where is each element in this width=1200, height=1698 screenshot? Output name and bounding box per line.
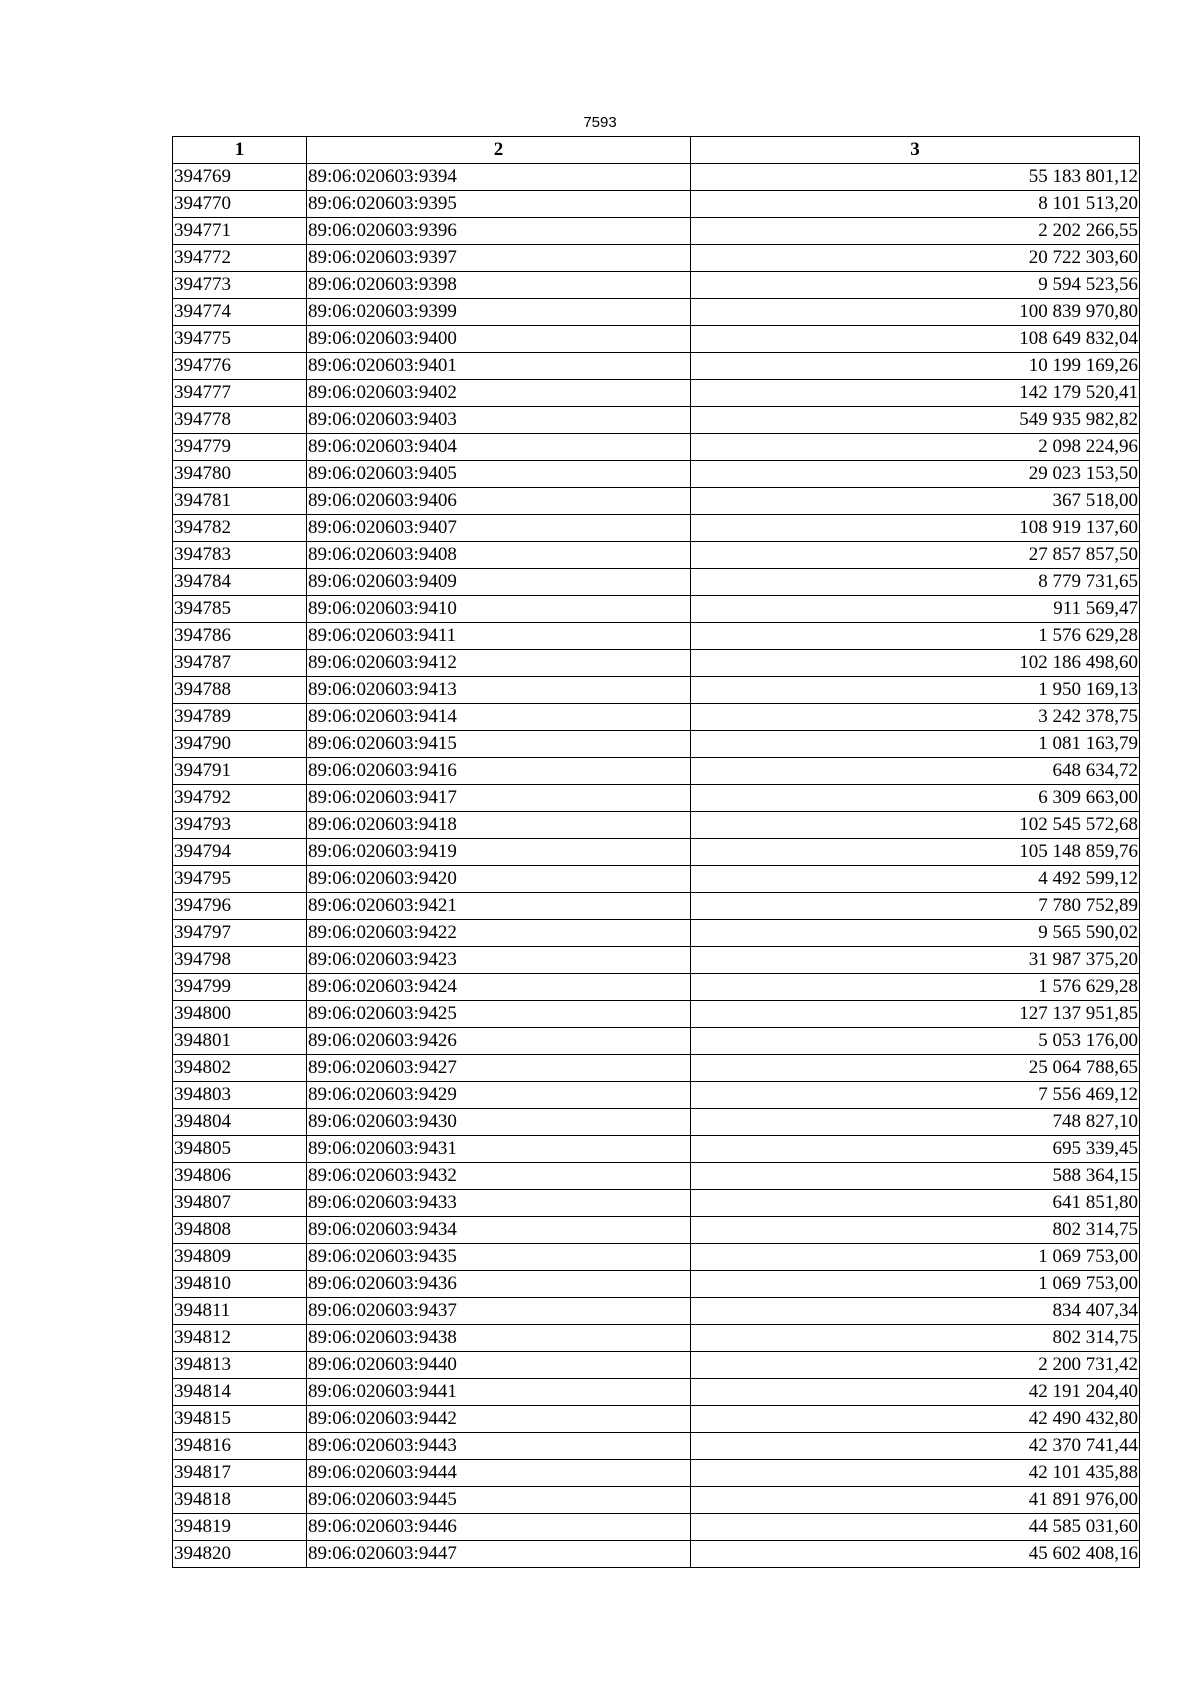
row-number-cell: 394787 (173, 650, 307, 677)
cadastral-number-cell: 89:06:020603:9431 (307, 1136, 691, 1163)
row-number-cell: 394810 (173, 1271, 307, 1298)
value-cell: 42 370 741,44 (691, 1433, 1140, 1460)
cadastral-number-cell: 89:06:020603:9441 (307, 1379, 691, 1406)
value-cell: 102 186 498,60 (691, 650, 1140, 677)
table-row (173, 245, 1140, 272)
row-number-cell: 394783 (173, 542, 307, 569)
cadastral-number-cell: 89:06:020603:9432 (307, 1163, 691, 1190)
table-row (173, 380, 1140, 407)
row-number-cell: 394788 (173, 677, 307, 704)
table-row (173, 1055, 1140, 1082)
row-number-cell: 394789 (173, 704, 307, 731)
table-row (173, 866, 1140, 893)
value-cell: 1 576 629,28 (691, 974, 1140, 1001)
value-cell: 41 891 976,00 (691, 1487, 1140, 1514)
table-row (173, 1514, 1140, 1541)
cadastral-number-cell: 89:06:020603:9423 (307, 947, 691, 974)
row-number-cell: 394814 (173, 1379, 307, 1406)
row-number-cell: 394770 (173, 191, 307, 218)
row-number-cell: 394777 (173, 380, 307, 407)
table-row (173, 947, 1140, 974)
table-row (173, 326, 1140, 353)
value-cell: 588 364,15 (691, 1163, 1140, 1190)
value-cell: 20 722 303,60 (691, 245, 1140, 272)
value-cell: 3 242 378,75 (691, 704, 1140, 731)
row-number-cell: 394803 (173, 1082, 307, 1109)
cadastral-number-cell: 89:06:020603:9402 (307, 380, 691, 407)
header-row (173, 137, 1140, 164)
value-cell: 29 023 153,50 (691, 461, 1140, 488)
value-cell: 802 314,75 (691, 1217, 1140, 1244)
cadastral-number-cell: 89:06:020603:9406 (307, 488, 691, 515)
table-row (173, 893, 1140, 920)
cadastral-number-cell: 89:06:020603:9447 (307, 1541, 691, 1568)
table-row (173, 407, 1140, 434)
cadastral-number-cell: 89:06:020603:9426 (307, 1028, 691, 1055)
row-number-cell: 394769 (173, 164, 307, 191)
table-row (173, 1298, 1140, 1325)
cadastral-number-cell: 89:06:020603:9420 (307, 866, 691, 893)
table-row (173, 758, 1140, 785)
row-number-cell: 394815 (173, 1406, 307, 1433)
table-row (173, 812, 1140, 839)
value-cell: 100 839 970,80 (691, 299, 1140, 326)
table-row (173, 1190, 1140, 1217)
row-number-cell: 394818 (173, 1487, 307, 1514)
table-row (173, 677, 1140, 704)
table-row (173, 1028, 1140, 1055)
value-cell: 549 935 982,82 (691, 407, 1140, 434)
table-row (173, 1163, 1140, 1190)
table-row (173, 1001, 1140, 1028)
row-number-cell: 394816 (173, 1433, 307, 1460)
table-row (173, 164, 1140, 191)
column-header-2: 2 (307, 137, 691, 164)
row-number-cell: 394773 (173, 272, 307, 299)
row-number-cell: 394776 (173, 353, 307, 380)
row-number-cell: 394811 (173, 1298, 307, 1325)
cadastral-number-cell: 89:06:020603:9425 (307, 1001, 691, 1028)
cadastral-number-cell: 89:06:020603:9394 (307, 164, 691, 191)
cadastral-number-cell: 89:06:020603:9416 (307, 758, 691, 785)
value-cell: 142 179 520,41 (691, 380, 1140, 407)
cadastral-number-cell: 89:06:020603:9433 (307, 1190, 691, 1217)
cadastral-number-cell: 89:06:020603:9434 (307, 1217, 691, 1244)
table-row (173, 515, 1140, 542)
value-cell: 31 987 375,20 (691, 947, 1140, 974)
cadastral-number-cell: 89:06:020603:9440 (307, 1352, 691, 1379)
table-row (173, 650, 1140, 677)
cadastral-number-cell: 89:06:020603:9442 (307, 1406, 691, 1433)
table-row (173, 839, 1140, 866)
cadastral-number-cell: 89:06:020603:9411 (307, 623, 691, 650)
cadastral-number-cell: 89:06:020603:9429 (307, 1082, 691, 1109)
table-row (173, 1217, 1140, 1244)
cadastral-number-cell: 89:06:020603:9415 (307, 731, 691, 758)
table-row (173, 1109, 1140, 1136)
cadastral-number-cell: 89:06:020603:9396 (307, 218, 691, 245)
row-number-cell: 394781 (173, 488, 307, 515)
table-row (173, 191, 1140, 218)
table-row (173, 1271, 1140, 1298)
cadastral-number-cell: 89:06:020603:9400 (307, 326, 691, 353)
row-number-cell: 394795 (173, 866, 307, 893)
table-row (173, 1136, 1140, 1163)
table-row (173, 272, 1140, 299)
table-row (173, 731, 1140, 758)
row-number-cell: 394785 (173, 596, 307, 623)
table-row (173, 1379, 1140, 1406)
table-row (173, 569, 1140, 596)
cadastral-number-cell: 89:06:020603:9437 (307, 1298, 691, 1325)
value-cell: 2 098 224,96 (691, 434, 1140, 461)
table-row (173, 704, 1140, 731)
value-cell: 127 137 951,85 (691, 1001, 1140, 1028)
value-cell: 641 851,80 (691, 1190, 1140, 1217)
row-number-cell: 394819 (173, 1514, 307, 1541)
cadastral-number-cell: 89:06:020603:9446 (307, 1514, 691, 1541)
value-cell: 108 919 137,60 (691, 515, 1140, 542)
value-cell: 102 545 572,68 (691, 812, 1140, 839)
row-number-cell: 394771 (173, 218, 307, 245)
column-header-1: 1 (173, 137, 307, 164)
cadastral-number-cell: 89:06:020603:9422 (307, 920, 691, 947)
table-row (173, 461, 1140, 488)
value-cell: 25 064 788,65 (691, 1055, 1140, 1082)
row-number-cell: 394807 (173, 1190, 307, 1217)
table-row (173, 1460, 1140, 1487)
row-number-cell: 394804 (173, 1109, 307, 1136)
cadastral-number-cell: 89:06:020603:9418 (307, 812, 691, 839)
row-number-cell: 394786 (173, 623, 307, 650)
table-row (173, 1406, 1140, 1433)
table-row (173, 218, 1140, 245)
cadastral-number-cell: 89:06:020603:9401 (307, 353, 691, 380)
table-row (173, 1325, 1140, 1352)
value-cell: 4 492 599,12 (691, 866, 1140, 893)
registry-table (172, 136, 1140, 1568)
row-number-cell: 394802 (173, 1055, 307, 1082)
value-cell: 1 069 753,00 (691, 1244, 1140, 1271)
row-number-cell: 394806 (173, 1163, 307, 1190)
value-cell: 45 602 408,16 (691, 1541, 1140, 1568)
cadastral-number-cell: 89:06:020603:9438 (307, 1325, 691, 1352)
value-cell: 2 202 266,55 (691, 218, 1140, 245)
table-row (173, 299, 1140, 326)
row-number-cell: 394779 (173, 434, 307, 461)
cadastral-number-cell: 89:06:020603:9414 (307, 704, 691, 731)
value-cell: 7 780 752,89 (691, 893, 1140, 920)
value-cell: 1 950 169,13 (691, 677, 1140, 704)
row-number-cell: 394775 (173, 326, 307, 353)
value-cell: 27 857 857,50 (691, 542, 1140, 569)
row-number-cell: 394813 (173, 1352, 307, 1379)
table-row (173, 974, 1140, 1001)
cadastral-number-cell: 89:06:020603:9403 (307, 407, 691, 434)
value-cell: 55 183 801,12 (691, 164, 1140, 191)
table-row (173, 1487, 1140, 1514)
table-header (173, 137, 1140, 164)
value-cell: 834 407,34 (691, 1298, 1140, 1325)
table-row (173, 785, 1140, 812)
table-row (173, 1244, 1140, 1271)
cadastral-number-cell: 89:06:020603:9443 (307, 1433, 691, 1460)
row-number-cell: 394772 (173, 245, 307, 272)
value-cell: 748 827,10 (691, 1109, 1140, 1136)
row-number-cell: 394793 (173, 812, 307, 839)
cadastral-number-cell: 89:06:020603:9444 (307, 1460, 691, 1487)
table-row (173, 1082, 1140, 1109)
cadastral-number-cell: 89:06:020603:9405 (307, 461, 691, 488)
value-cell: 9 594 523,56 (691, 272, 1140, 299)
cadastral-number-cell: 89:06:020603:9421 (307, 893, 691, 920)
value-cell: 9 565 590,02 (691, 920, 1140, 947)
value-cell: 1 081 163,79 (691, 731, 1140, 758)
value-cell: 695 339,45 (691, 1136, 1140, 1163)
row-number-cell: 394794 (173, 839, 307, 866)
cadastral-number-cell: 89:06:020603:9436 (307, 1271, 691, 1298)
value-cell: 42 191 204,40 (691, 1379, 1140, 1406)
cadastral-number-cell: 89:06:020603:9399 (307, 299, 691, 326)
row-number-cell: 394817 (173, 1460, 307, 1487)
table-body (173, 164, 1140, 1568)
value-cell: 6 309 663,00 (691, 785, 1140, 812)
row-number-cell: 394809 (173, 1244, 307, 1271)
row-number-cell: 394808 (173, 1217, 307, 1244)
value-cell: 8 101 513,20 (691, 191, 1140, 218)
row-number-cell: 394820 (173, 1541, 307, 1568)
value-cell: 7 556 469,12 (691, 1082, 1140, 1109)
table-row (173, 623, 1140, 650)
value-cell: 44 585 031,60 (691, 1514, 1140, 1541)
row-number-cell: 394792 (173, 785, 307, 812)
row-number-cell: 394796 (173, 893, 307, 920)
value-cell: 5 053 176,00 (691, 1028, 1140, 1055)
cadastral-number-cell: 89:06:020603:9413 (307, 677, 691, 704)
cadastral-number-cell: 89:06:020603:9407 (307, 515, 691, 542)
table-row (173, 596, 1140, 623)
cadastral-number-cell: 89:06:020603:9427 (307, 1055, 691, 1082)
table-row (173, 1541, 1140, 1568)
value-cell: 367 518,00 (691, 488, 1140, 515)
value-cell: 42 101 435,88 (691, 1460, 1140, 1487)
value-cell: 108 649 832,04 (691, 326, 1140, 353)
value-cell: 42 490 432,80 (691, 1406, 1140, 1433)
row-number-cell: 394805 (173, 1136, 307, 1163)
row-number-cell: 394798 (173, 947, 307, 974)
cadastral-number-cell: 89:06:020603:9445 (307, 1487, 691, 1514)
cadastral-number-cell: 89:06:020603:9408 (307, 542, 691, 569)
row-number-cell: 394774 (173, 299, 307, 326)
page-number: 7593 (583, 114, 617, 131)
cadastral-number-cell: 89:06:020603:9410 (307, 596, 691, 623)
value-cell: 1 069 753,00 (691, 1271, 1140, 1298)
table-row (173, 1352, 1140, 1379)
row-number-cell: 394800 (173, 1001, 307, 1028)
value-cell: 802 314,75 (691, 1325, 1140, 1352)
cadastral-number-cell: 89:06:020603:9424 (307, 974, 691, 1001)
value-cell: 10 199 169,26 (691, 353, 1140, 380)
row-number-cell: 394791 (173, 758, 307, 785)
row-number-cell: 394780 (173, 461, 307, 488)
cadastral-number-cell: 89:06:020603:9430 (307, 1109, 691, 1136)
table-row (173, 542, 1140, 569)
table-row (173, 434, 1140, 461)
row-number-cell: 394782 (173, 515, 307, 542)
table-row (173, 353, 1140, 380)
cadastral-number-cell: 89:06:020603:9435 (307, 1244, 691, 1271)
row-number-cell: 394797 (173, 920, 307, 947)
table-row (173, 488, 1140, 515)
table-row (173, 920, 1140, 947)
column-header-3: 3 (691, 137, 1140, 164)
value-cell: 648 634,72 (691, 758, 1140, 785)
cadastral-number-cell: 89:06:020603:9398 (307, 272, 691, 299)
cadastral-number-cell: 89:06:020603:9417 (307, 785, 691, 812)
value-cell: 8 779 731,65 (691, 569, 1140, 596)
value-cell: 1 576 629,28 (691, 623, 1140, 650)
row-number-cell: 394801 (173, 1028, 307, 1055)
row-number-cell: 394790 (173, 731, 307, 758)
row-number-cell: 394784 (173, 569, 307, 596)
row-number-cell: 394812 (173, 1325, 307, 1352)
cadastral-number-cell: 89:06:020603:9409 (307, 569, 691, 596)
cadastral-number-cell: 89:06:020603:9395 (307, 191, 691, 218)
row-number-cell: 394799 (173, 974, 307, 1001)
value-cell: 105 148 859,76 (691, 839, 1140, 866)
row-number-cell: 394778 (173, 407, 307, 434)
cadastral-number-cell: 89:06:020603:9419 (307, 839, 691, 866)
cadastral-number-cell: 89:06:020603:9397 (307, 245, 691, 272)
table-row (173, 1433, 1140, 1460)
cadastral-number-cell: 89:06:020603:9412 (307, 650, 691, 677)
value-cell: 911 569,47 (691, 596, 1140, 623)
value-cell: 2 200 731,42 (691, 1352, 1140, 1379)
cadastral-number-cell: 89:06:020603:9404 (307, 434, 691, 461)
